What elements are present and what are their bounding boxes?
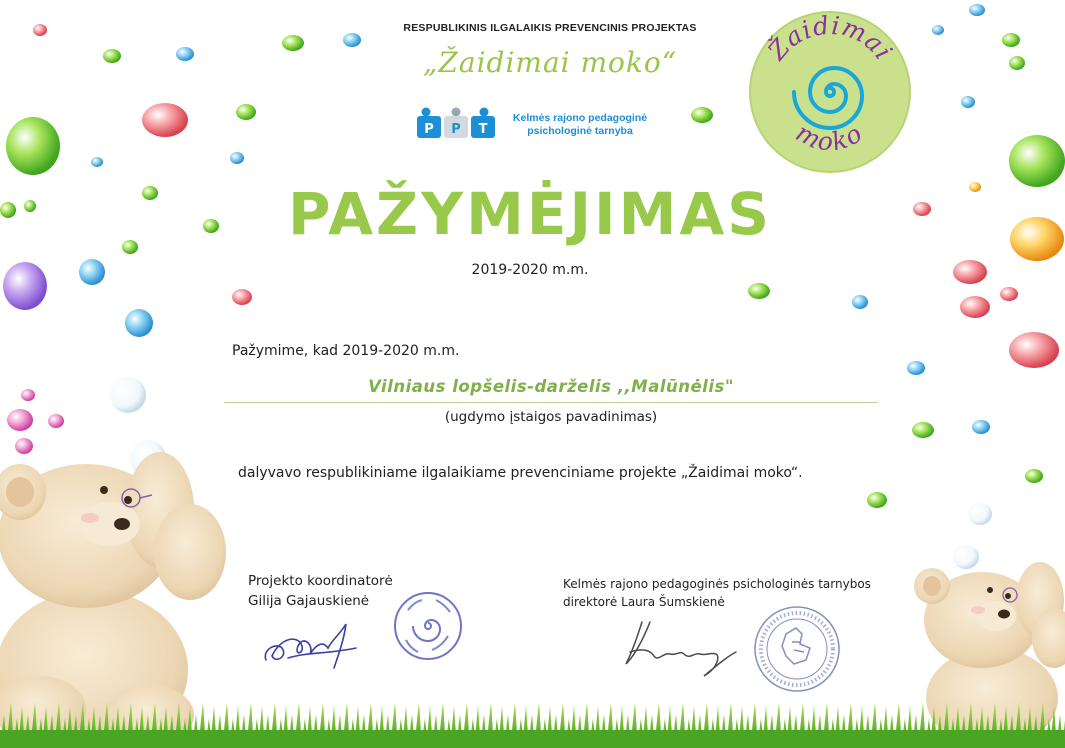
- grass-icon: [0, 696, 1065, 748]
- project-type-heading: RESPUBLIKINIS ILGALAIKIS PREVENCINIS PROJEKTAS: [403, 22, 697, 34]
- organization-name-line1: Kelmės rajono pedagoginė: [512, 112, 648, 124]
- badge-word2: moko: [791, 117, 869, 157]
- teddy-bear-icon: [0, 440, 230, 740]
- institution-caption: (ugdymo įstaigos pavadinimas): [444, 409, 658, 425]
- certify-text: Pažymime, kad 2019-2020 m.m.: [232, 343, 460, 359]
- institution-name: Vilniaus lopšelis-darželis ,,Malūnėlis": [368, 377, 734, 396]
- participation-text: dalyvavo respublikiniame ilgalaikiame prevenciniame projekte „Žaidimai moko“.: [238, 465, 803, 481]
- project-name-heading: „Žaidimai moko“: [422, 46, 678, 79]
- signature-icon: [620, 612, 740, 684]
- logo-letter-2: P: [451, 122, 461, 137]
- director-name: direktorė Laura Šumskienė: [563, 595, 725, 609]
- puzzle-logo-icon: [416, 106, 496, 140]
- coordinator-name: Gilija Gajauskienė: [248, 593, 370, 609]
- signature-icon: [258, 612, 362, 674]
- organization-name-line2: psichologinė tarnyba: [527, 125, 633, 137]
- director-organization: Kelmės rajono pedagoginės psichologinės tarnybos: [563, 577, 871, 591]
- coordinator-title: Projekto koordinatorė: [248, 573, 393, 589]
- school-year: 2019-2020 m.m.: [471, 262, 589, 278]
- spiral-badge-icon: [748, 10, 912, 174]
- logo-letter-1: P: [424, 122, 434, 137]
- badge-word1: Žaidimai: [762, 10, 899, 66]
- certificate-title: PAŽYMĖJIMAS: [287, 180, 772, 248]
- organization-name: [500, 112, 660, 138]
- logo-letter-3: T: [478, 122, 488, 137]
- stamp-icon: [752, 604, 842, 694]
- institution-underline: [224, 402, 878, 403]
- stamp-icon: [392, 590, 464, 662]
